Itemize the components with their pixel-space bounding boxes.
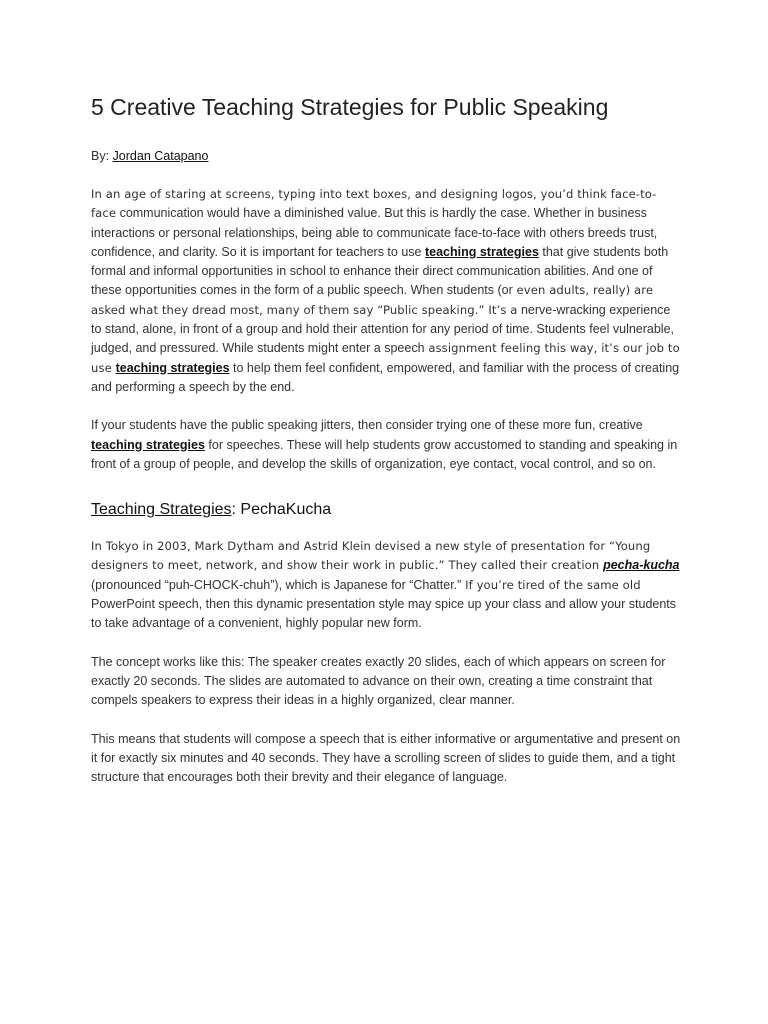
teaching-strategies-link-3[interactable]: teaching strategies [91, 437, 205, 452]
intro-text-g: to help them feel confident, empowered, and familiar with the process of creating and performing a speech by the end. [91, 360, 680, 394]
intro-text-d: even adults, really) are asked what they dread most, many of them say “Public speaking.” It’s a [91, 283, 654, 317]
teaching-strategies-link-1[interactable]: teaching strategies [424, 244, 539, 259]
pecha-kucha-link[interactable]: pecha-kucha [603, 558, 680, 573]
section-heading [91, 499, 681, 521]
teaching-strategies-link-2[interactable]: teaching strategies [115, 360, 230, 375]
tokyo-text-c: If you’re tired of the same old [461, 577, 641, 592]
tokyo-text-d: PowerPoint speech, then this dynamic presentation style may spice up your class and allow your students to take advantage of a convenient, highly popular new form. [91, 597, 677, 631]
section-heading-link[interactable]: Teaching Strategies [91, 501, 232, 519]
concept-paragraph: The concept works like this: The speaker creates exactly 20 slides, each of which appears on screen for exactly 20 seconds. The slides are automated to advance on their own, creating a time constraint that compels speakers to express their ideas in a highly organized, clear manner. [91, 654, 666, 708]
jitters-paragraph [91, 416, 681, 474]
intro-text-a: In an age of staring at screens, typing into text boxes, and designing logos, you’d think face-to-face [91, 187, 657, 221]
article-title: 5 Creative Teaching Strategies for Public Speaking [91, 94, 609, 120]
byline-prefix: By: [91, 149, 113, 163]
intro-text-f: assignment feeling this way, it’s our job to use [91, 341, 680, 375]
intro-text-e: nerve-wracking experience to stand, alone, in front of a group and hold their attention for any period of time. Students feel vulnerable, judged, and pressured. While students might enter a speech [91, 302, 675, 356]
tokyo-text-a: In Tokyo in 2003, Mark Dytham and Astrid Klein devised a new style of presentation for “Young designers to meet, network, and show their work in public.” They called their creation [91, 539, 651, 573]
compose-paragraph: This means that students will compose a speech that is either informative or argumentative and present on it for exactly six minutes and 40 seconds. They have a scrolling screen of slides to guide them, and a tight structure that encourages both their brevity and their elegance of language. [91, 731, 681, 785]
section-heading-rest: : PechaKucha [231, 501, 332, 519]
tokyo-paragraph [91, 537, 681, 633]
jitters-text-b: for speeches. These will help students grow accustomed to standing and speaking in front of a group of people, and develop the skills of organization, eye contact, vocal control, and so on. [91, 437, 678, 471]
tokyo-text-b: (pronounced “puh-CHOCK-chuh”), which is Japanese for “Chatter.” [91, 577, 462, 592]
intro-text-c: that give students both formal and informal opportunities in school to enhance their direct communication abilities. And one of these opportunities comes in the form of a public speech. When students (or [91, 244, 669, 298]
intro-text-b: communication would have a diminished value. But this is hardly the case. Whether in business interactions or personal relationships, being able to communicate face-to-face with others breeds trust, confidence, and clarity. So it is important for teachers to use [91, 206, 658, 259]
article [91, 92, 681, 787]
byline [91, 147, 681, 166]
jitters-text-a: If your students have the public speaking jitters, then consider trying one of these more fun, creative [91, 418, 643, 433]
author-link[interactable]: Jordan Catapano [112, 149, 209, 163]
intro-paragraph [91, 185, 681, 397]
